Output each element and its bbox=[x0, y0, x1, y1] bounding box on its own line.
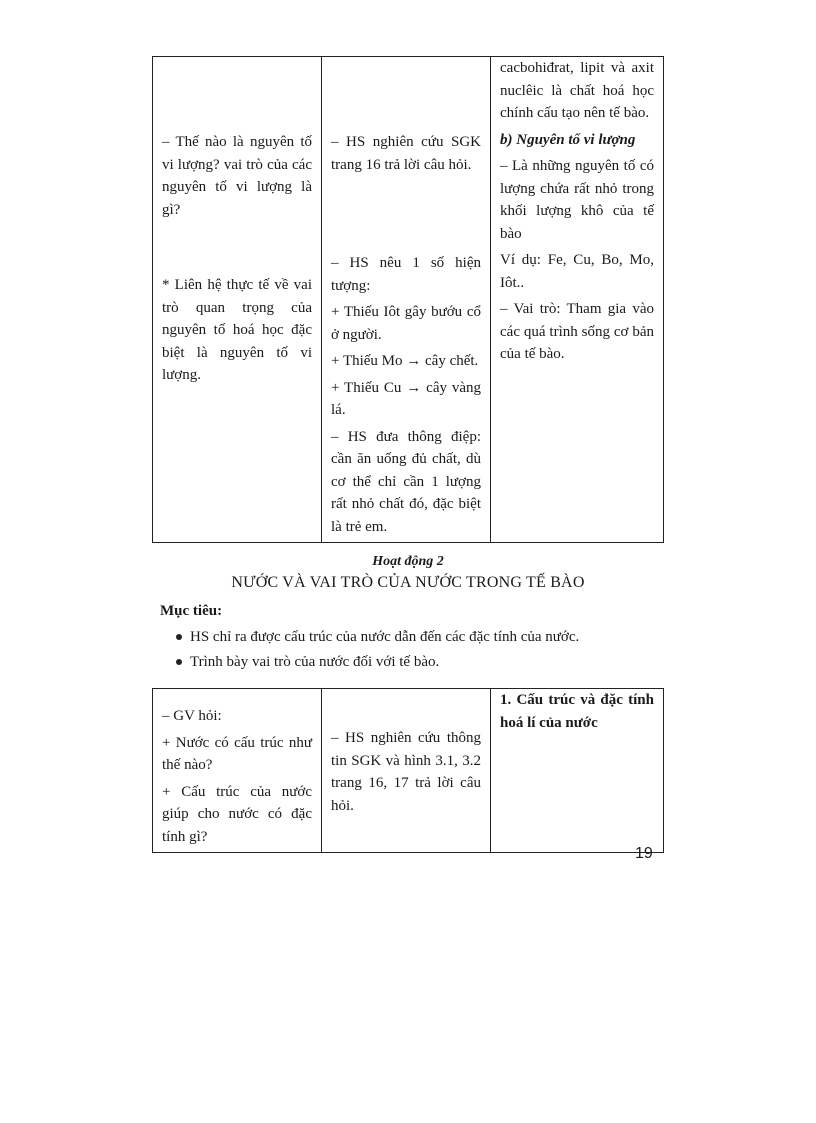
bullet-icon bbox=[176, 634, 182, 640]
student-answer-2: – HS nêu 1 số hiện tượng: bbox=[331, 255, 481, 294]
student-answer-6: – HS đưa thông điệp: cần ăn uống đủ chất, dù cơ thể chỉ cần 1 lượng rất nhỏ chất đó, đặc biệt là trẻ em. bbox=[331, 428, 481, 535]
teacher-column bbox=[153, 57, 322, 543]
goal-bullet: Trình bày vai trò của nước đối với tế bào. bbox=[176, 654, 439, 671]
teacher-column bbox=[153, 689, 322, 853]
student-answer-1: – HS nghiên cứu SGK trang 16 trả lời câu hỏi. bbox=[331, 134, 481, 173]
content-text-4: – Vai trò: Tham gia vào các quá trình sống cơ bản của tế bào. bbox=[500, 301, 654, 362]
content-column bbox=[491, 689, 664, 853]
teacher-prompt: – GV hỏi: bbox=[162, 708, 222, 724]
content-text-1: cacbohiđrat, lipit và axit nuclêic là chất hoá học chính cấu tạo nên tế bào. bbox=[500, 60, 654, 121]
lesson-table-1 bbox=[152, 56, 664, 543]
student-column bbox=[322, 689, 491, 853]
teacher-question-structure: + Nước có cấu trúc như thế nào? bbox=[162, 734, 312, 773]
goal-label: Mục tiêu: bbox=[160, 603, 223, 619]
content-text-3: Ví dụ: Fe, Cu, Bo, Mo, Iôt.. bbox=[500, 252, 654, 291]
activity-title: NƯỚC VÀ VAI TRÒ CỦA NƯỚC TRONG TẾ BÀO bbox=[231, 574, 585, 591]
teacher-question-1: – Thế nào là nguyên tố vi lượng? vai trò của các nguyên tố vi lượng là gì? bbox=[162, 134, 312, 218]
activity-label: Hoạt động 2 bbox=[372, 554, 444, 569]
student-column bbox=[322, 57, 491, 543]
page-number: 19 bbox=[635, 845, 653, 862]
lesson-table-2 bbox=[152, 688, 664, 853]
teacher-question-properties: + Cấu trúc của nước giúp cho nước có đặc tính gì? bbox=[162, 783, 312, 845]
teacher-question-2: * Liên hệ thực tế về vai trò quan trọng của nguyên tố hoá học đặc biệt là nguyên tố vi lượng. bbox=[162, 277, 312, 383]
content-column bbox=[491, 57, 664, 543]
content-text-2: – Là những nguyên tố có lượng chứa rất nhỏ trong khối lượng khô của tế bào bbox=[500, 158, 654, 242]
student-answer-5: + Thiếu Cu → cây vàng lá. bbox=[331, 379, 481, 418]
subheading-trace-elements: b) Nguyên tố vi lượng bbox=[500, 131, 636, 148]
goal-bullet: HS chỉ ra được cấu trúc của nước dẫn đến các đặc tính của nước. bbox=[176, 629, 579, 646]
bullet-icon bbox=[176, 659, 182, 665]
student-answer-3: + Thiếu Iôt gây bướu cổ ở người. bbox=[331, 304, 481, 343]
student-answer: – HS nghiên cứu thông tin SGK và hình 3.1, 3.2 trang 16, 17 trả lời câu hỏi. bbox=[331, 730, 481, 814]
student-answer-4: + Thiếu Mo → cây chết. bbox=[331, 353, 479, 369]
section-heading: 1. Cấu trúc và đặc tính hoá lí của nước bbox=[500, 692, 654, 731]
